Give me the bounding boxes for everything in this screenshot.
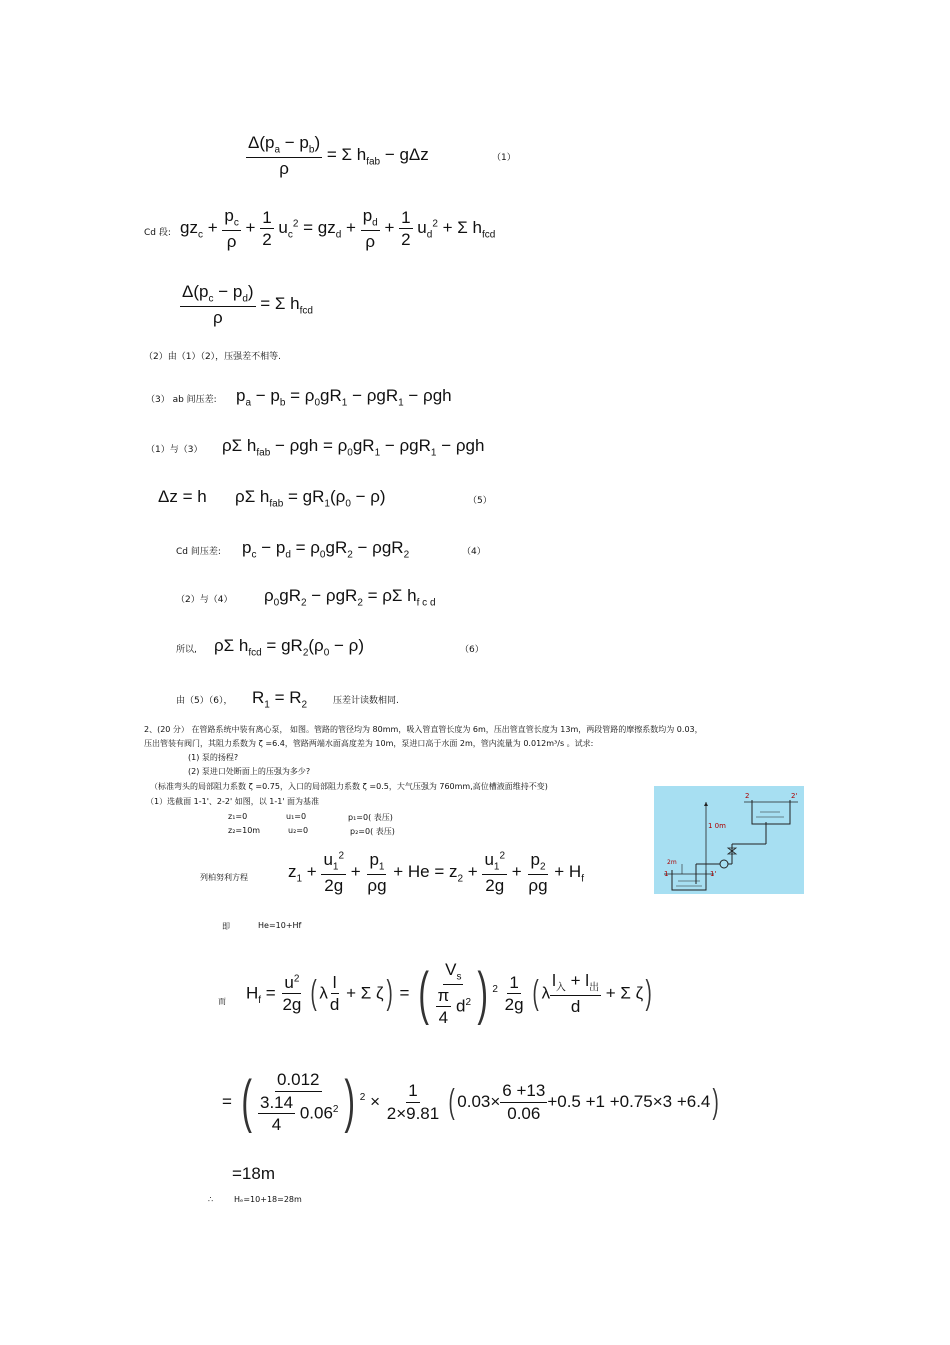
figure-label-1prime: 1' xyxy=(710,870,717,878)
final-result: Hₑ=10+18=28m xyxy=(234,1195,302,1204)
figure-label-2: 2 xyxy=(745,792,750,800)
equation-4-number: （4） xyxy=(462,547,486,557)
conclusion-2: （2）由（1）（2），压强差不相等. xyxy=(144,352,282,362)
figure-label-2prime: 2' xyxy=(791,792,798,800)
problem2-line2: 压出管装有阀门，其阻力系数为 ζ =6.4，管路两端水面高度差为 10m，泵进口高于水面 2m，管内流量为 0.012m³/s 。试求: xyxy=(144,739,594,748)
equation-2and4: $\rho_0gR_2 - \rho gR_2 = \rho\Sigma$ $h_{f c d}$ xyxy=(264,586,436,609)
pump-system-figure xyxy=(654,786,804,894)
equation-1and3: ρΣ $h_{fab} - \rho gh = \rho_0gR_1 - \rho gR_1 - \rho gh$ xyxy=(222,436,485,459)
same-reading-label: 压差计读数相同. xyxy=(333,696,399,706)
equation-5: Δz = h ρΣ $h_{fab} = gR_1(\rho_0 - \rho)$ xyxy=(158,487,386,510)
equation-2: $\frac{\Delta(p_c - p_d)}{\rho}$ = Σ $h_{fcd}$ xyxy=(182,282,313,327)
pump-diagram-svg xyxy=(654,786,804,894)
equation-hf: $H_f$ = $\frac{u^2}{2g}$ ( λ $\frac{l}{d}$ + Σ ζ) = ( $V_s$ $\frac{\pi}{4}$ $d^2$ ) $^2$ $\frac{1}{2g}$ ( λ $\frac{l_入 + l_出}{d}$ + Σ ζ) xyxy=(246,960,652,1028)
equation-3: $p_a - p_b = \rho_0gR_1 - \rho gR_1 - \rho gh$ xyxy=(236,386,452,409)
cd-pressure-label: Cd 间压差: xyxy=(176,547,221,557)
equation-5-number: （5） xyxy=(468,496,492,506)
he-equation: He=10+Hf xyxy=(258,921,302,930)
er-label: 而 xyxy=(218,997,226,1006)
equation-1: $\frac{\Delta(p_a - p_b)}{\rho}$ = Σ $h_{fab} - g\Delta z$ xyxy=(248,133,429,178)
step-1and3-label: （1）与（3） xyxy=(146,445,203,455)
step-2and4-label: （2）与（4） xyxy=(176,595,233,605)
u2-value: u₂=0 xyxy=(288,826,309,835)
p2-value: p₂=0( 表压) xyxy=(350,827,395,836)
equation-1-number: （1） xyxy=(492,153,516,163)
equation-cd-bernoulli: $gz_c$ + $\frac{p_c}{\rho}$ + $\frac{1}{2}$ $u_c^2 = gz_d$ + $\frac{p_d}{\rho}$ + $\frac{1}{2}$ $u_d^2 + \Sigma$ $h_{fcd}$ xyxy=(180,206,496,251)
figure-label-10m: 1 0m xyxy=(708,822,726,830)
p1-value: p₁=0( 表压) xyxy=(348,813,393,822)
ji-label: 即 xyxy=(222,922,230,931)
z1-value: z₁=0 xyxy=(228,812,248,821)
u1-value: u₁=0 xyxy=(286,812,307,821)
equation-numeric: = ( 0.012 $\frac{3.14}{4}$ 0.06$^2$ ) $^2$ × $\frac{1}{2\times 9.81}$ ( 0.03× $\frac{6 +13}{0.06}$ +0.5 +1 +0.75×3 +6.4) xyxy=(222,1069,720,1135)
from-5-6-label: 由（5）（6）， xyxy=(176,696,233,706)
cd-section-label: Cd 段: xyxy=(144,228,171,238)
z2-value: z₂=10m xyxy=(228,826,261,835)
result-18m: =18m xyxy=(232,1164,275,1183)
bernoulli-label: 列柏努利方程 xyxy=(200,873,248,882)
therefore-symbol: ∴ xyxy=(208,1195,214,1204)
problem2-line1: 2、(20 分） 在管路系统中装有离心泵， 如图。管路的管径均为 80mm，吸入管直管长度为 6m，压出管直管长度为 13m，两段管路的摩擦系数均为 0.03， xyxy=(144,725,703,734)
problem2-note: （标准弯头的局部阻力系数 ζ =0.75，入口的局部阻力系数 ζ =0.5，大气压强为 760mm,高位槽液面维持不变) xyxy=(150,782,548,791)
figure-label-2m: 2m xyxy=(667,859,677,866)
problem2-q1: (1) 泵的扬程? xyxy=(188,753,239,762)
figure-label-1: 1 xyxy=(664,870,669,878)
solution-step1: （1）选截面 1-1'、2-2' 如图，以 1-1' 面为基准 xyxy=(146,797,320,806)
therefore-label: 所以, xyxy=(176,645,197,655)
equation-6: ρΣ $h_{fcd} = gR_2(\rho_0 - \rho)$ xyxy=(214,636,364,659)
equation-6-number: （6） xyxy=(460,645,484,655)
problem2-q2: (2) 泵进口处断面上的压强为多少? xyxy=(188,767,311,776)
equation-bernoulli-pump: $z_1$ + $\frac{u_1^2}{2g}$ + $\frac{p_1}{\rho g}$ + $He = z_2$ + $\frac{u_1^2}{2g}$ + $\frac{p_2}{\rho g}$ + $H_f$ xyxy=(288,850,584,895)
equation-4: $p_c - p_d = \rho_0gR_2 - \rho gR_2$ xyxy=(242,538,410,561)
equation-r1-r2: $R_1 = R_2$ xyxy=(252,688,308,711)
step-3-label: （3） ab 间压差: xyxy=(146,395,217,405)
